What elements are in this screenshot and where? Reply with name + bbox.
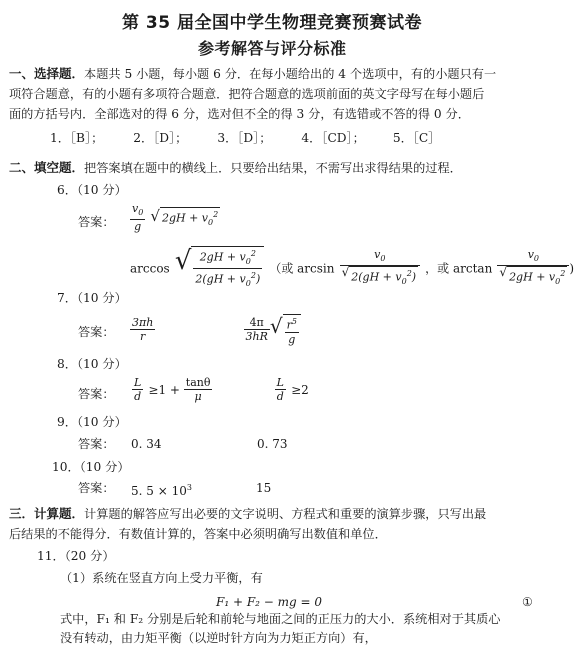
- q9-label: 9．（10 分）: [57, 415, 127, 429]
- answer-1: 1．［B］；: [50, 131, 104, 145]
- section3-line1: 三．计算题．计算题的解答应写出必要的文字说明、方程式和重要的演算步骤，只写出最: [9, 506, 487, 521]
- q10-label: 10．（10 分）: [52, 460, 130, 474]
- answer-5: 5．［C］: [392, 131, 441, 145]
- section1-line3: 面的方括号内．全部选对的得 6 分，选对但不全的得 3 分，有选错或不答的得 0 分．: [9, 107, 470, 121]
- q10-answer-2: 15: [256, 481, 272, 495]
- q7-answer-formula: $\frac{3\pi h}{r}$ $\frac{4\pi}{3hR}$ √ $\frac{r^5}{g}$: [130, 314, 301, 346]
- section1-answers: [50, 128, 440, 148]
- q11-step1: （1）系统在竖直方向上受力平衡，有: [60, 571, 263, 585]
- section1-line2: 项符合题意，有的小题有多项符合题意．把符合题意的选项前面的英文字母写在每小题后: [9, 87, 485, 101]
- section1-heading: 一、选择题．: [9, 66, 85, 81]
- q11-description-2: 没有转动，由力矩平衡（以逆时针方向为力矩正方向）有，: [60, 631, 377, 645]
- q11-description-1: 式中，F₁ 和 F₂ 分别是后轮和前轮与地面之间的正压力的大小．系统相对于其质心: [60, 612, 501, 626]
- section3-heading: 三．计算题．: [9, 506, 85, 521]
- q8-label: 8．（10 分）: [57, 357, 127, 371]
- q6-label: 6．（10 分）: [57, 183, 127, 197]
- q7-answer-label: 答案：: [78, 325, 115, 339]
- q10-answer-1: 5. $5 \times 10^3$: [131, 483, 192, 498]
- q8-answer-formula: $\frac{L}{d}$ ≥1 + $\frac{\tan\theta}{\mu}$ $\frac{L}{d}$ ≥2: [134, 376, 309, 403]
- section3-line2: 后结果的不能得分．有数值计算的，答案中必须明确写出数值和单位．: [9, 527, 387, 541]
- q9-answer-1: 0. 34: [131, 437, 162, 451]
- section2-line: 二、填空题．把答案填在题中的横线上．只要给出结果，不需写出求得结果的过程．: [9, 160, 462, 175]
- q6-answer-label: 答案：: [78, 215, 115, 229]
- answer-3: 3．［D］；: [217, 131, 272, 145]
- section1-line1: 一、选择题．本题共 5 小题，每小题 6 分．在每小题给出的 4 个选项中，有的小题只有一: [9, 66, 497, 81]
- document-title: 第 35 届全国中学生物理竞赛预赛试卷: [122, 13, 422, 33]
- q7-label: 7．（10 分）: [57, 291, 127, 305]
- answer-4: 4．［CD］；: [301, 131, 365, 145]
- q9-answer-label: 答案：: [78, 437, 115, 451]
- q8-answer-label: 答案：: [78, 387, 115, 401]
- q11-equation-1-number: ①: [522, 595, 533, 609]
- q11-equation-1: F₁ + F₂ − mg = 0: [216, 595, 323, 609]
- q9-answer-2: 0. 73: [257, 437, 288, 451]
- q6-answer-formula-1: $\frac{v_0}{g}$ √ $2gH + v_0^2$: [132, 202, 219, 234]
- section2-heading: 二、填空题．: [9, 160, 85, 175]
- q6-answer-formula-2: arccos √ $\frac{2gH + v_0^2}{2(gH + v_0^2)}$ （或 arcsin $\frac{v_0}{√ 2(gH + v_0^2)}$ ，或 arctan $\frac{v_0}{√ 2gH + v_0^2}$ ): [130, 246, 574, 288]
- q11-label: 11．（20 分）: [37, 549, 115, 563]
- document-subtitle: 参考解答与评分标准: [198, 39, 347, 58]
- q10-answer-label: 答案：: [78, 481, 115, 495]
- answer-2: 2．［D］；: [133, 131, 188, 145]
